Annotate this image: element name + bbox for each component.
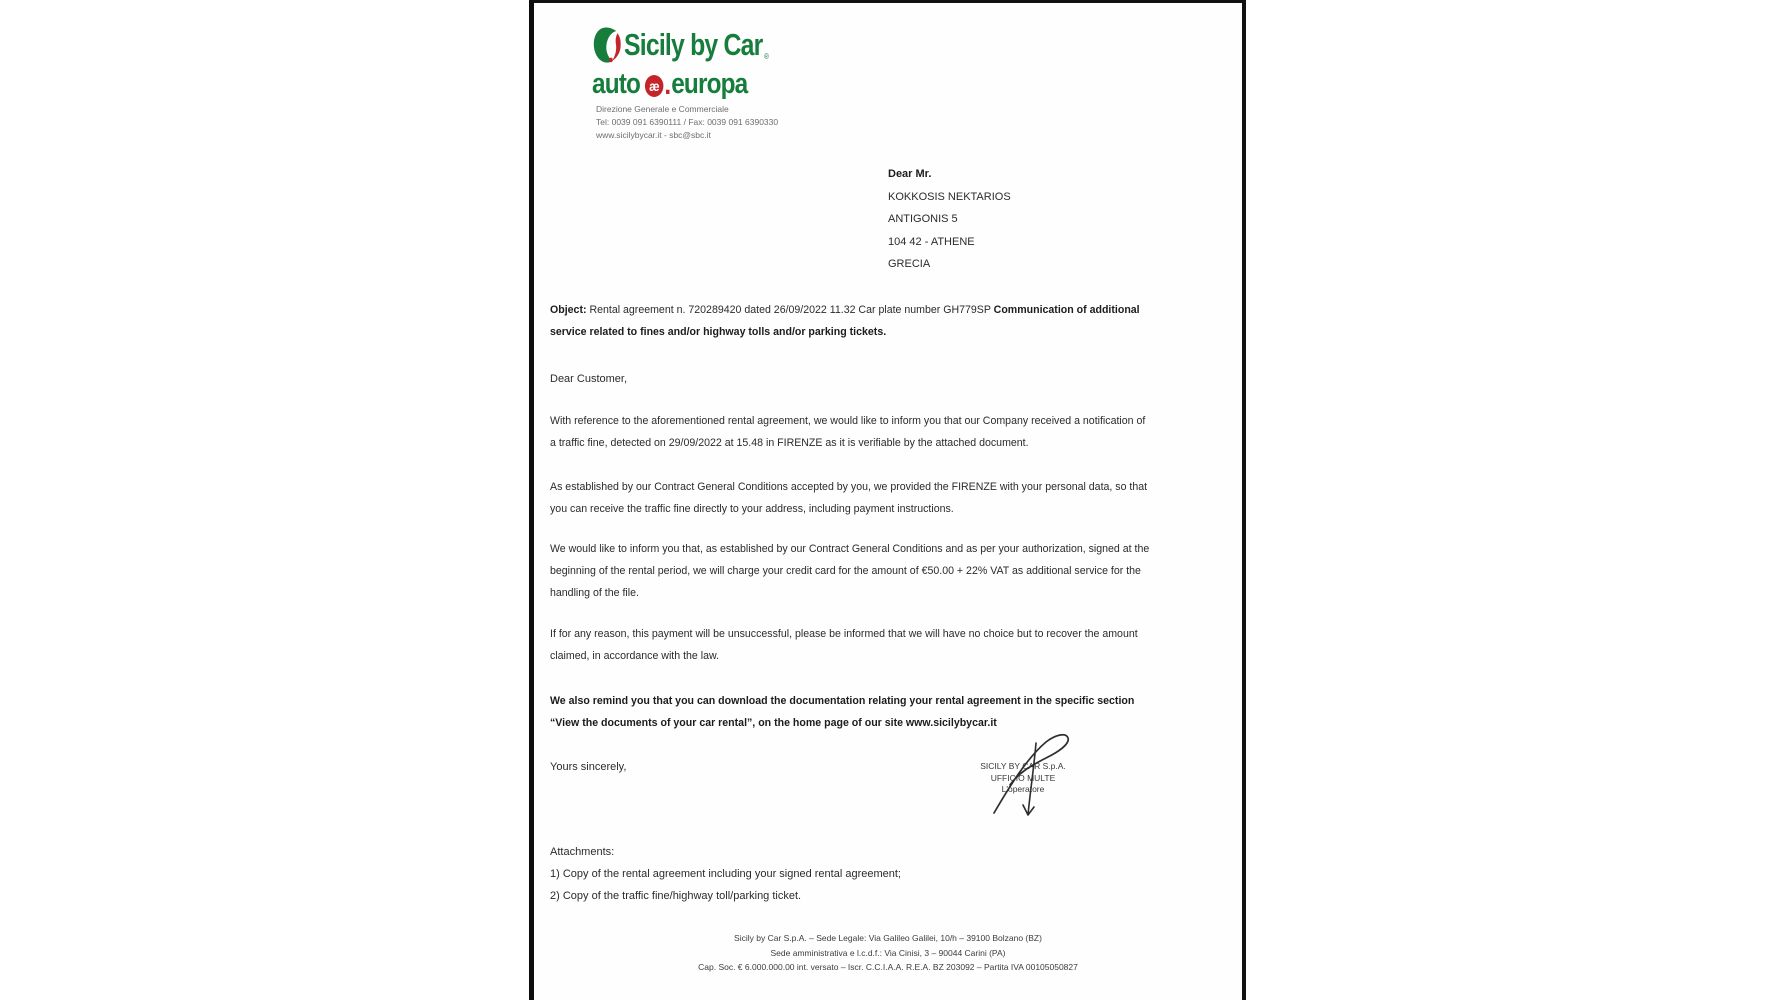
letter-page <box>529 0 1246 1000</box>
logo-row-bottom <box>592 67 778 102</box>
paragraph-3-line-1: We would like to inform you that, as established by our Contract General Conditions and as per your authorization, signed at the <box>550 543 1150 555</box>
object-line-1 <box>550 299 1140 321</box>
paragraph-3-line-2: beginning of the rental period, we will charge your credit card for the amount of €50.00 + 22% VAT as additional service for the <box>550 565 1141 577</box>
signature-company: SICILY BY CAR S.p.A. <box>980 761 1066 771</box>
paragraph-2-line-1: As established by our Contract General Conditions accepted by you, we provided the FIRENZE with your personal data, so that <box>550 481 1148 493</box>
brand-europa-label: europa <box>671 68 748 100</box>
brand-auto-label: auto <box>592 68 641 100</box>
recipient-city: 104 42 - ATHENE <box>888 235 975 248</box>
reminder-line-2: “View the documents of your car rental”, on the home page of our site www.sicilybycar.it <box>550 717 997 729</box>
brand-dot: . <box>664 69 672 101</box>
attachments-title: Attachments: <box>550 846 615 858</box>
attachments-block <box>550 841 901 907</box>
logo-row-top <box>592 25 769 65</box>
object-regular-text: Rental agreement n. 720289420 dated 26/09/2022 11.32 Car plate number GH779SP <box>586 304 994 316</box>
paragraph-1-line-2: a traffic fine, detected on 29/09/2022 at 15.48 in FIRENZE as it is verifiable by the attached document. <box>550 437 1029 449</box>
signature-role: L'operatore <box>1001 784 1045 795</box>
object-line-2: service related to fines and/or highway tolls and/or parking tickets. <box>550 326 887 338</box>
footer-legal-address: Sicily by Car S.p.A. – Sede Legale: Via Galileo Galilei, 10/h – 39100 Bolzano (BZ) <box>734 933 1042 943</box>
recipient-name: KOKKOSIS NEKTARIOS <box>888 190 1011 203</box>
paragraph-4-line-2: claimed, in accordance with the law. <box>550 650 719 662</box>
closing-salutation: Yours sincerely, <box>550 761 627 773</box>
paragraph-4-line-1: If for any reason, this payment will be unsuccessful, please be informed that we will have no choice but to recover the amount <box>550 628 1138 640</box>
recipient-salutation: Dear Mr. <box>888 168 932 180</box>
paragraph-3-line-3: handling of the file. <box>550 587 639 599</box>
object-paragraph <box>550 299 1140 343</box>
attachment-item-2: 2) Copy of the traffic fine/highway toll/parking ticket. <box>550 890 802 902</box>
company-footer <box>534 931 1242 975</box>
paragraph-4 <box>550 623 1138 667</box>
reminder-line-1: We also remind you that you can download the documentation relating your rental agreement in the specific section <box>550 695 1135 707</box>
paragraph-1 <box>550 410 1145 454</box>
company-logo <box>592 25 813 102</box>
greeting: Dear Customer, <box>550 373 628 385</box>
paragraph-2-line-2: you can receive the traffic fine directly to your address, including payment instructions. <box>550 503 954 515</box>
object-label: Object: <box>550 304 587 316</box>
handwritten-signature-scrawl <box>984 729 1076 822</box>
dept-phone-fax: Tel: 0039 091 6390111 / Fax: 0039 091 6390330 <box>596 116 779 127</box>
brand-name-top: Sicily by Car <box>624 27 763 62</box>
recipient-address-block <box>888 163 1011 276</box>
sicily-by-car-leaf-icon <box>592 25 621 65</box>
recipient-country: GRECIA <box>888 258 931 271</box>
registered-trademark-mark: ® <box>764 52 769 61</box>
paragraph-2 <box>550 476 1147 520</box>
footer-admin-address: Sede amministrativa e l.c.d.f.: Via Cinisi, 3 – 90044 Carini (PA) <box>770 947 1006 958</box>
recipient-street: ANTIGONIS 5 <box>888 213 958 226</box>
dept-name: Direzione Generale e Commerciale <box>596 104 729 114</box>
signature-office: UFFICIO MULTE <box>990 772 1056 783</box>
paragraph-1-line-1: With reference to the aforementioned rental agreement, we would like to inform you that our Company received a notification of <box>550 415 1146 427</box>
footer-capital-vat: Cap. Soc. € 6.000.000.00 int. versato – Iscr. C.C.I.A.A. R.E.A. BZ 203092 – Partita IVA 00105050827 <box>698 962 1078 973</box>
ae-badge-icon: æ <box>645 75 663 97</box>
reminder-paragraph-bold <box>550 690 1134 734</box>
attachment-item-1: 1) Copy of the rental agreement including your signed rental agreement; <box>550 868 901 880</box>
paragraph-3 <box>550 538 1149 604</box>
object-bold-text-1: Communication of additional <box>993 304 1140 316</box>
dept-web-email: www.sicilybycar.it - sbc@sbc.it <box>596 129 711 140</box>
letterhead-contact-block <box>596 103 778 141</box>
